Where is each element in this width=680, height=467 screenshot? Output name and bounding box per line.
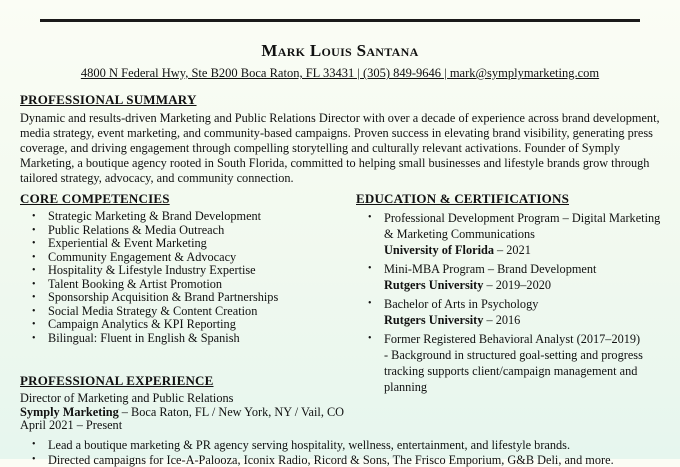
education-heading: EDUCATION & CERTIFICATIONS [356, 191, 569, 207]
list-item: • Directed campaigns for Ice-A-Palooza, Iconix Radio, Ricord & Sons, The Frisco Emporium, G&B Deli, and more. [32, 453, 672, 467]
resume-name: Mark Louis Santana [0, 41, 680, 61]
list-item: • Community Engagement & Advocacy [32, 251, 332, 265]
program-note: - Background in structured goal-setting and progress tracking supports client/campaign management and planning [384, 347, 668, 395]
program-name: • Professional Development Program – Digital Marketing & Marketing Communications [384, 210, 668, 242]
header-rule [40, 19, 640, 22]
competencies-heading: CORE COMPETENCIES [20, 191, 170, 207]
experience-bullets [32, 438, 672, 467]
experience-entry [20, 392, 344, 433]
contact-line[interactable]: 4800 N Federal Hwy, Ste B200 Boca Raton, FL 33431 | (305) 849-9646 | mark@symplymarketing.com [0, 66, 680, 81]
job-location: – Boca Raton, FL / New York, NY / Vail, CO [119, 405, 344, 419]
list-item: • Sponsorship Acquisition & Brand Partnerships [32, 291, 332, 305]
summary-text: Dynamic and results-driven Marketing and Public Relations Director with over a decade of experience across brand development, media strategy, event marketing, and community-based campaigns. Proven success in elevating brand visibility, generating press coverage, and driving engagement through compelling storytelling and culturally relevant activations. Founder of Symply Marketing, a boutique agency rooted in South Florida, committed to helping small businesses and lifestyle brands grow through tailored strategy, advocacy, and community connection. [20, 111, 668, 186]
program-year: – 2016 [483, 313, 520, 327]
competencies-list [32, 210, 332, 345]
experience-heading: PROFESSIONAL EXPERIENCE [20, 373, 214, 389]
list-item: • Talent Booking & Artist Promotion [32, 278, 332, 292]
program-name: • Bachelor of Arts in Psychology [384, 296, 668, 312]
school-name: University of Florida [384, 243, 494, 257]
school-name: Rutgers University [384, 313, 483, 327]
job-dates: April 2021 – Present [20, 419, 344, 433]
list-item: • Strategic Marketing & Brand Development [32, 210, 332, 224]
list-item: • Experiential & Event Marketing [32, 237, 332, 251]
company-name: Symply Marketing [20, 405, 119, 419]
education-item [368, 210, 668, 258]
list-item: • Public Relations & Media Outreach [32, 224, 332, 238]
list-item: • Bilingual: Fluent in English & Spanish [32, 332, 332, 346]
program-name: • Former Registered Behavioral Analyst (2017–2019) [384, 331, 668, 347]
education-item [368, 296, 668, 328]
program-name: • Mini-MBA Program – Brand Development [384, 261, 668, 277]
education-item [368, 331, 668, 395]
program-year: – 2019–2020 [483, 278, 551, 292]
job-title: Director of Marketing and Public Relations [20, 392, 344, 406]
program-year: – 2021 [494, 243, 531, 257]
list-item: • Social Media Strategy & Content Creation [32, 305, 332, 319]
summary-heading: PROFESSIONAL SUMMARY [20, 92, 197, 108]
list-item: • Lead a boutique marketing & PR agency serving hospitality, wellness, entertainment, and lifestyle brands. [32, 438, 672, 453]
education-item [368, 261, 668, 293]
education-list [368, 210, 668, 398]
list-item: • Campaign Analytics & KPI Reporting [32, 318, 332, 332]
list-item: • Hospitality & Lifestyle Industry Expertise [32, 264, 332, 278]
school-name: Rutgers University [384, 278, 483, 292]
